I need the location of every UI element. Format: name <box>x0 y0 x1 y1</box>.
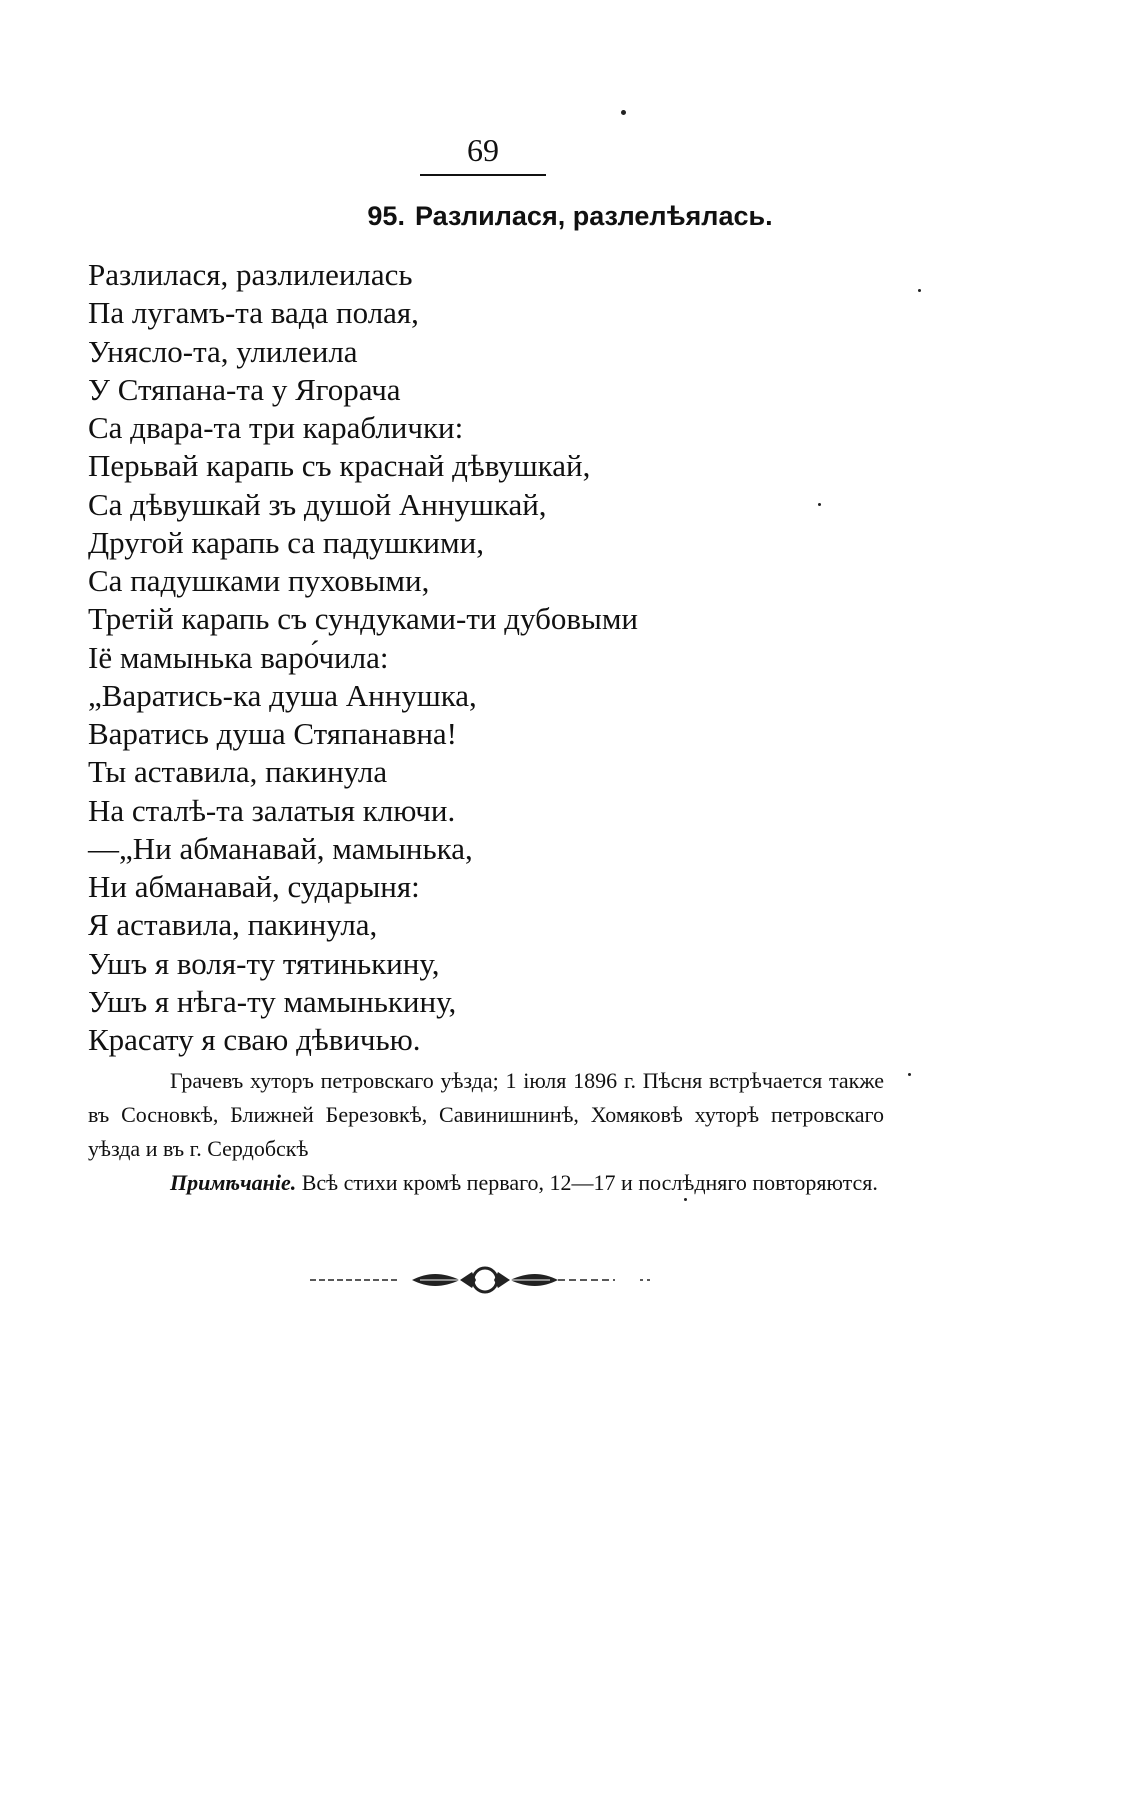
decorative-ornament-divider <box>310 1262 680 1298</box>
verse-line: Третій карапь съ сундуками-ти дубовыми <box>88 601 639 637</box>
verse-line: Па лугамъ-та вада полая, <box>88 295 419 331</box>
verse-line: Я аставила, пакинула, <box>88 907 378 943</box>
print-speck <box>918 289 921 292</box>
song-title <box>250 196 890 236</box>
song-number: 95. <box>367 201 405 231</box>
remark-note <box>88 1166 884 1200</box>
print-speck <box>621 110 626 115</box>
verse-line: Другой карапь са падушкими, <box>88 524 484 560</box>
verse-line: Разлилася, разлилеилась <box>88 257 413 292</box>
verse-line: „Варатись-ка душа Аннушка, <box>88 677 477 713</box>
source-note: Грачевъ хуторъ петровскаго уѣзда; 1 іюля 1896 г. Пѣсня встрѣчается также въ Сосновкѣ, Ближней Березовкѣ, Савинишнинѣ, Хомяковѣ хуторѣ петровскаго уѣзда и въ г. Сердобскѣ <box>88 1068 884 1161</box>
print-speck <box>908 1073 911 1076</box>
verse-line: Са дѣвушкай зъ душой Аннушкай, <box>88 486 547 522</box>
page-number-rule <box>420 174 546 176</box>
remark-label: Примѣчаніе. <box>170 1170 297 1195</box>
verse-line: Красату я сваю дѣвичью. <box>88 1022 421 1057</box>
verse-line: Ушъ я воля-ту тятинькину, <box>88 945 440 981</box>
song-notes <box>88 1064 884 1200</box>
verse-line: Ушъ я нѣга-ту мамынькину, <box>88 983 457 1019</box>
verse-line: Са двара-та три караблички: <box>88 410 464 445</box>
verse-line: Унясло-та, улилеила <box>88 333 358 369</box>
verse-line: Перьвай карапь съ краснай дѣвушкай, <box>88 448 591 484</box>
verse-line: Іё мамынька варо́чила: <box>88 639 389 675</box>
verse-line: На сталѣ-та залатыя ключи. <box>88 792 456 828</box>
verse-line: Ни абманавай, сударыня: <box>88 869 420 904</box>
song-title-text: Разлилася, разлелѣялась. <box>414 201 773 231</box>
remark-text: Всѣ стихи кромѣ перваго, 12—17 и послѣдняго повторяются. <box>301 1170 878 1195</box>
verse-line: У Стяпана-та у Ягорача <box>88 371 401 407</box>
verse-line: —„Ни абманавай, мамынька, <box>88 830 473 866</box>
page-number: 69 <box>467 132 499 168</box>
verse-line: Варатись душа Стяпанавна! <box>88 716 458 751</box>
verse-line: Ты аставила, пакинула <box>88 754 388 790</box>
verse-line: Са падушками пуховыми, <box>88 563 430 598</box>
song-verses <box>88 256 848 1059</box>
